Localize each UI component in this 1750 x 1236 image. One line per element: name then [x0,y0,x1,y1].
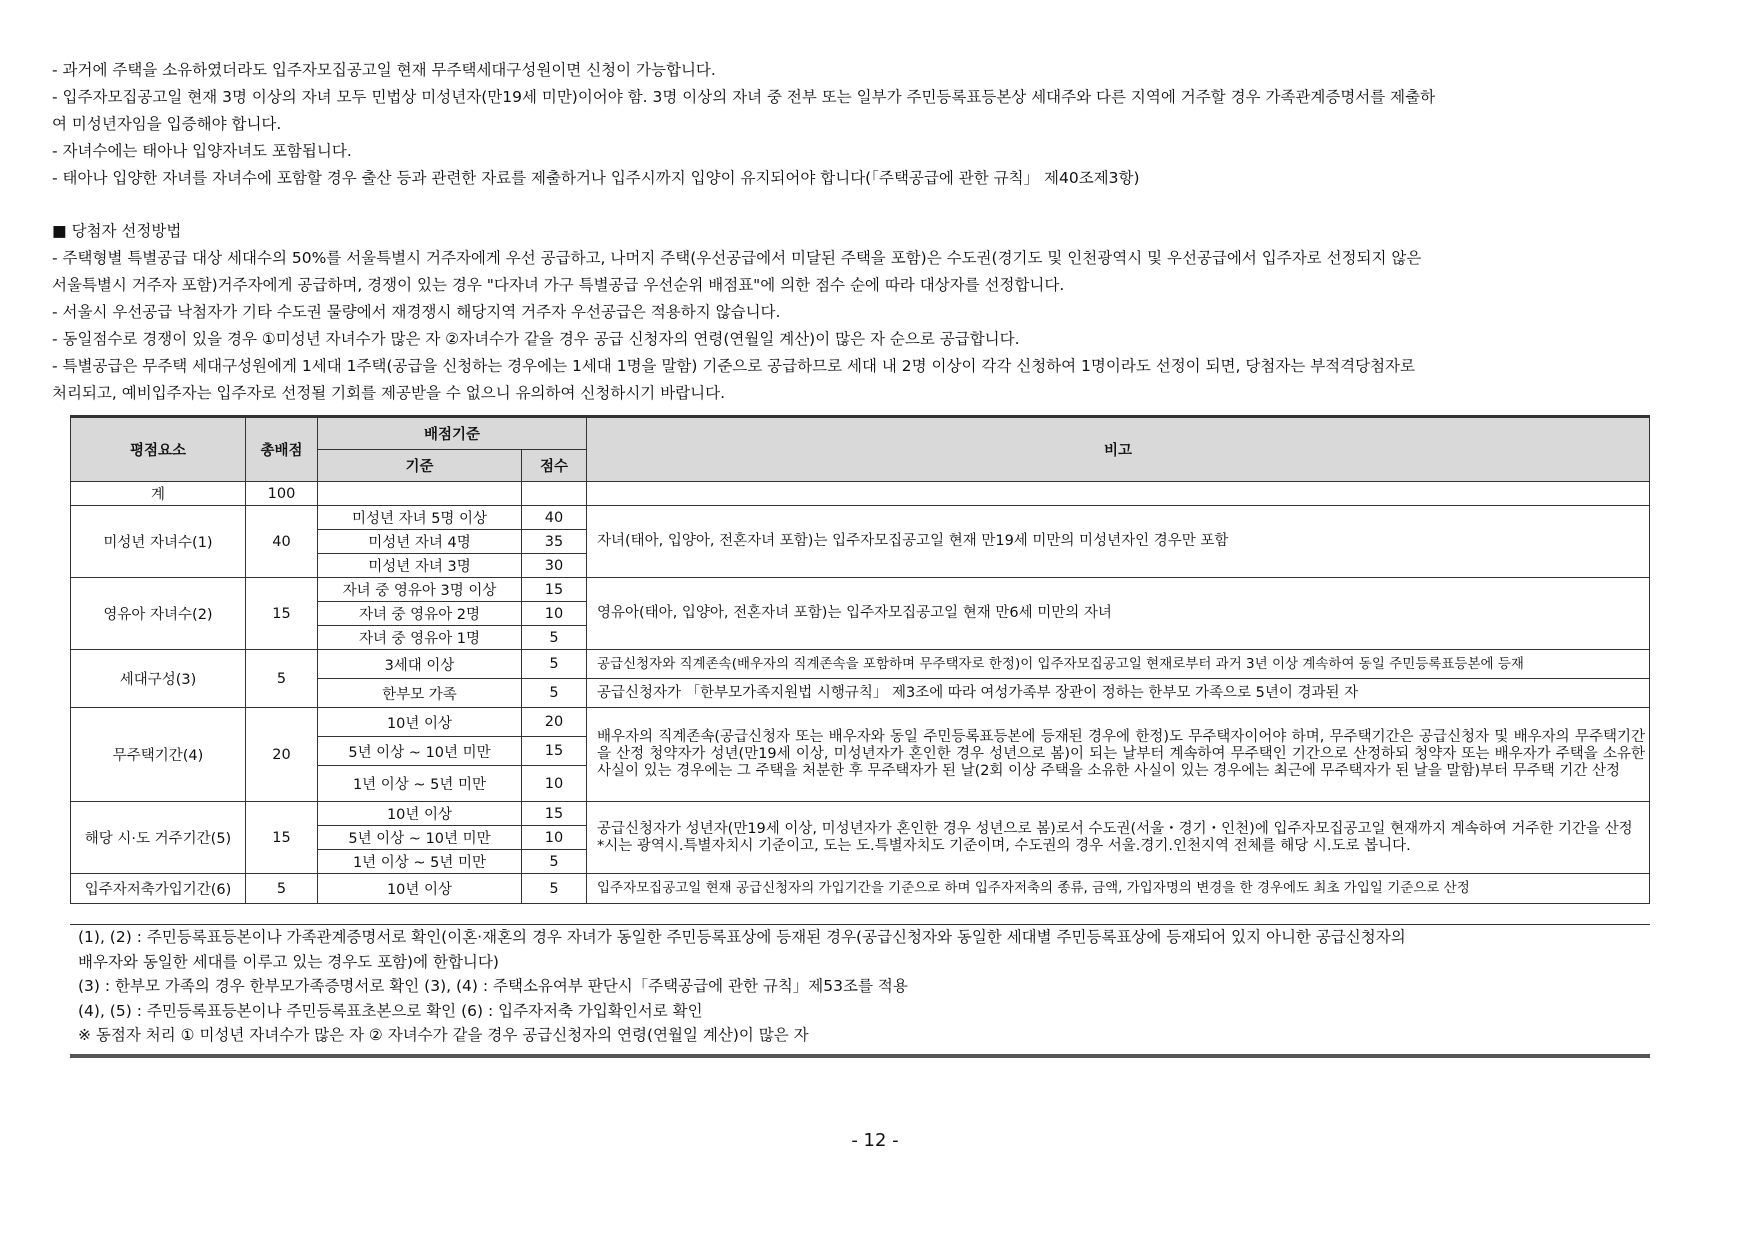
footnote-line: (3) : 한부모 가족의 경우 한부모가족증명서로 확인 (3), (4) : 주택소유여부 판단시「주택공급에 관한 규칙」제53조를 적용 [78,977,908,995]
remark-cell [587,802,1650,874]
section-line-3: - 서울시 우선공급 낙첨자가 기타 수도권 물량에서 재경쟁시 해당지역 거주자 우선공급은 적용하지 않습니다. [52,303,781,321]
score-cell: 10 [522,826,587,850]
scoring-table [70,417,1650,904]
total-value: 100 [246,482,318,506]
header-score: 점수 [522,450,587,482]
criteria-cell: 미성년 자녀 5명 이상 [318,506,522,530]
criteria-cell: 10년 이상 [318,708,522,737]
section-line-4: - 동일점수로 경쟁이 있을 경우 ①미성년 자녀수가 많은 자 ②자녀수가 같을 경우 공급 신청자의 연령(연월일 계산)이 많은 자 순으로 공급합니다. [52,330,1020,348]
criteria-cell: 1년 이상 ~ 5년 미만 [318,766,522,802]
intro-line-4: - 자녀수에는 태아나 입양자녀도 포함됩니다. [52,142,352,160]
remark-cell: 공급신청자가 「한부모가족지원법 시행규칙」 제3조에 따라 여성가족부 장관이 정하는 한부모 가족으로 5년이 경과된 자 [587,679,1650,708]
score-cell: 5 [522,874,587,904]
remark-cell: 공급신청자와 직계존속(배우자의 직계존속을 포함하며 무주택자로 한정)이 입주자모집공고일 현재로부터 과거 3년 이상 계속하여 동일 주민등록표등본에 등재 [587,650,1650,679]
criteria-cell: 5년 이상 ~ 10년 미만 [318,826,522,850]
footnote-line: 배우자와 동일한 세대를 이루고 있는 경우도 포함)에 한합니다) [78,952,499,971]
criteria-cell: 1년 이상 ~ 5년 미만 [318,850,522,874]
remark-cell: 자녀(태아, 입양아, 전혼자녀 포함)는 입주자모집공고일 현재 만19세 미만의 미성년자인 경우만 포함 [587,506,1650,578]
intro-line-3: 여 미성년자임을 입증해야 합니다. [52,115,282,133]
score-cell: 15 [522,578,587,602]
criteria-cell: 10년 이상 [318,802,522,826]
score-cell: 5 [522,650,587,679]
residence-remark-note: *시는 광역시.특별자치시 기준이고, 도는 도.특별자치도 기준이며, 수도권의 경우 서울.경기.인천지역 전체를 해당 시.도로 봅니다. [597,837,1411,854]
score-cell: 20 [522,708,587,737]
table-row [71,650,1650,679]
table-row [71,874,1650,904]
criteria-cell: 5년 이상 ~ 10년 미만 [318,737,522,766]
table-row [71,708,1650,737]
factor-label: 영유아 자녀수(2) [71,578,246,650]
factor-label: 입주자저축가입기간(6) [71,874,246,904]
remark-cell: 입주자모집공고일 현재 공급신청자의 가입기간을 기준으로 하며 입주자저축의 종류, 금액, 가입자명의 변경을 한 경우에도 최초 가입일 기준으로 산정 [587,874,1650,904]
factor-total: 5 [246,650,318,708]
factor-label: 미성년 자녀수(1) [71,506,246,578]
factor-total: 15 [246,578,318,650]
table-row [71,482,1650,506]
score-cell: 15 [522,802,587,826]
criteria-cell: 미성년 자녀 3명 [318,554,522,578]
section-title: ■ 당첨자 선정방법 [52,222,182,240]
section-line-6: 처리되고, 예비입주자는 입주자로 선정될 기회를 제공받을 수 없으니 유의하여 신청하시기 바랍니다. [52,384,726,402]
header-total: 총배점 [246,418,318,482]
footnotes [70,924,1650,1048]
footnote-line: (1), (2) : 주민등록표등본이나 가족관계증명서로 확인(이혼·재혼의 경우 자녀가 동일한 주민등록표상에 등재된 경우(공급신청자와 동일한 세대별 주민등록표상에 등재되어 있지 아니한 공급신청자의 [78,928,1406,946]
header-criteria-group: 배점기준 [318,418,587,450]
header-remark: 비고 [587,418,1650,482]
criteria-cell: 자녀 중 영유아 3명 이상 [318,578,522,602]
intro-line-1: - 과거에 주택을 소유하였더라도 입주자모집공고일 현재 무주택세대구성원이면 신청이 가능합니다. [52,61,716,79]
factor-label: 해당 시·도 거주기간(5) [71,802,246,874]
score-cell: 30 [522,554,587,578]
footnote-line: ※ 동점자 처리 ① 미성년 자녀수가 많은 자 ② 자녀수가 같을 경우 공급신청자의 연령(연월일 계산)이 많은 자 [78,1026,809,1044]
intro-line-2: - 입주자모집공고일 현재 3명 이상의 자녀 모두 민법상 미성년자(만19세 미만)이어야 함. 3명 이상의 자녀 중 전부 또는 일부가 주민등록표등본상 세대주와 다른 지역에 거주할 경우 가족관계증명서를 제출하 [52,88,1436,106]
remark-cell: 영유아(태아, 입양아, 전혼자녀 포함)는 입주자모집공고일 현재 만6세 미만의 자녀 [587,578,1650,650]
table-row [71,506,1650,530]
factor-label: 무주택기간(4) [71,708,246,802]
factor-label: 세대구성(3) [71,650,246,708]
table-bottom-rule [70,1054,1650,1058]
section-line-1: - 주택형별 특별공급 대상 세대수의 50%를 서울특별시 거주자에게 우선 공급하고, 나머지 주택(우선공급에서 미달된 주택을 포함)은 수도권(경기도 및 인천광역시 및 우선공급에서 입주자로 선정되지 않은 [52,249,1422,267]
factor-total: 20 [246,708,318,802]
remark-cell: 배우자의 직계존속(공급신청자 또는 배우자와 동일 주민등록표등본에 등재된 경우에 한정)도 무주택자이어야 하며, 무주택기간은 공급신청자 및 배우자의 무주택기간을 산정 청약자가 성년(만19세 이상, 미성년자가 혼인한 경우 성년으로 봄)이 되는 날부터 계속하여 무주택인 기간으로 산정하되 청약자 또는 배우자가 주택을 소유한 사실이 있는 경우에는 그 주택을 처분한 후 무주택자가 된 날(2회 이상 주택을 소유한 사실이 있는 경우에는 최근에 무주택자가 된 날을 말함)부터 무주택 기간 산정 [587,708,1650,802]
criteria-cell: 미성년 자녀 4명 [318,530,522,554]
section-line-5: - 특별공급은 무주택 세대구성원에게 1세대 1주택(공급을 신청하는 경우에는 1세대 1명을 말함) 기준으로 공급하므로 세대 내 2명 이상이 각각 신청하여 1명이라도 선정이 되면, 당첨자는 부적격당첨자로 [52,357,1416,375]
table-row [71,578,1650,602]
footnote-line: (4), (5) : 주민등록표등본이나 주민등록표초본으로 확인 (6) : 입주자저축 가입확인서로 확인 [78,1001,703,1020]
intro-line-5: - 태아나 입양한 자녀를 자녀수에 포함할 경우 출산 등과 관련한 자료를 제출하거나 입주시까지 입양이 유지되어야 합니다(「주택공급에 관한 규칙」 제40조제3항) [52,169,1140,187]
score-cell: 5 [522,850,587,874]
factor-total: 5 [246,874,318,904]
section-line-2: 서울특별시 거주자 포함)거주자에게 공급하며, 경쟁이 있는 경우 "다자녀 가구 특별공급 우선순위 배점표"에 의한 점수 순에 따라 대상자를 선정합니다. [52,276,1065,294]
factor-total: 40 [246,506,318,578]
criteria-cell: 자녀 중 영유아 1명 [318,626,522,650]
score-cell: 10 [522,602,587,626]
score-cell: 35 [522,530,587,554]
total-label: 계 [71,482,246,506]
criteria-cell: 10년 이상 [318,874,522,904]
factor-total: 15 [246,802,318,874]
score-cell: 5 [522,679,587,708]
criteria-cell: 자녀 중 영유아 2명 [318,602,522,626]
header-factor: 평점요소 [71,418,246,482]
criteria-cell: 한부모 가족 [318,679,522,708]
page-number: - 12 - [851,1130,899,1151]
residence-remark: 공급신청자가 성년자(만19세 이상, 미성년자가 혼인한 경우 성년으로 봄)로서 수도권(서울・경기・인천)에 입주자모집공고일 현재까지 계속하여 거주한 기간을 산정 [597,820,1633,837]
score-cell: 15 [522,737,587,766]
table-row [71,802,1650,826]
header-criteria: 기준 [318,450,522,482]
criteria-cell: 3세대 이상 [318,650,522,679]
score-cell: 10 [522,766,587,802]
score-cell: 5 [522,626,587,650]
score-cell: 40 [522,506,587,530]
